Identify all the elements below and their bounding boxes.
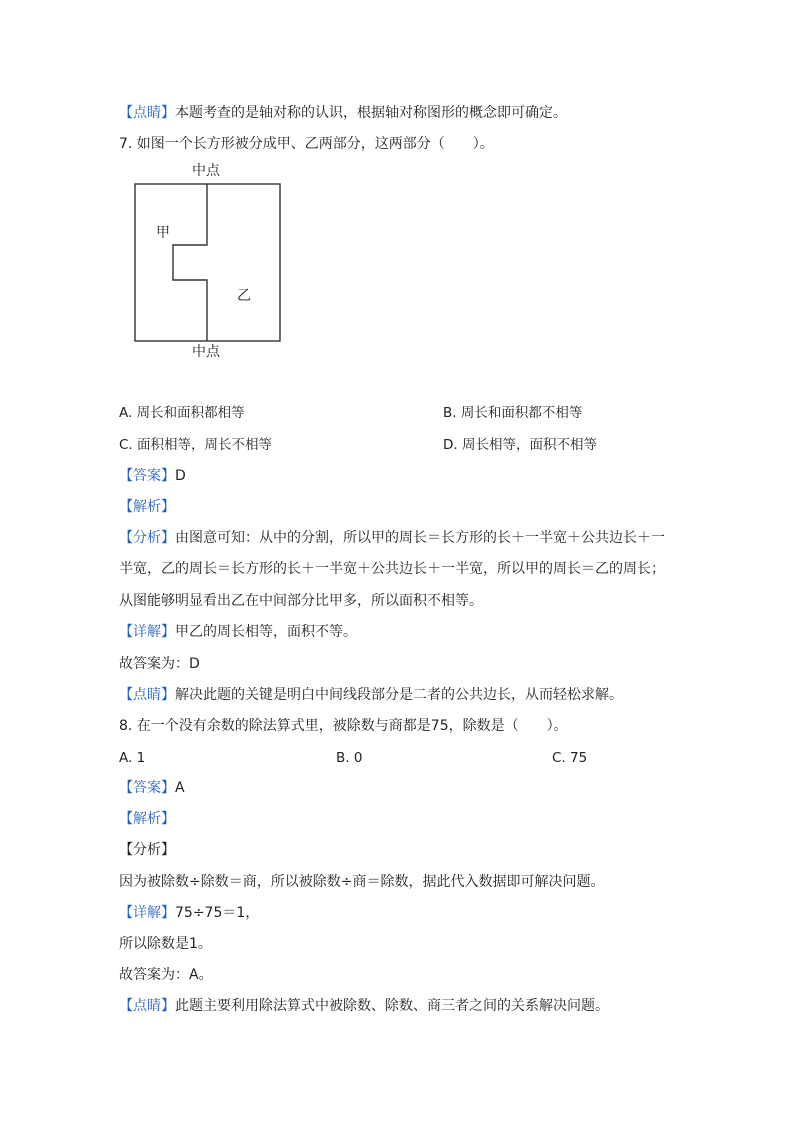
q7-option-d: D. 周长相等，面积不相等 bbox=[443, 437, 597, 453]
answer-text: D bbox=[175, 468, 186, 484]
note-tag: 【点睛】 bbox=[119, 687, 175, 703]
q7-option-a: A. 周长和面积都相等 bbox=[119, 405, 245, 421]
dividing-line bbox=[173, 184, 207, 341]
note-text: 本题考查的是轴对称的认识，根据轴对称图形的概念即可确定。 bbox=[175, 105, 567, 121]
note-text: 解决此题的关键是明白中间线段部分是二者的公共边长，从而轻松求解。 bbox=[175, 687, 623, 703]
answer-tag: 【答案】 bbox=[119, 468, 175, 484]
q8-stem: 8. 在一个没有余数的除法算式里，被除数与商都是75，除数是（ ）。 bbox=[119, 718, 568, 734]
detail-tag: 【详解】 bbox=[119, 905, 175, 921]
note-tag: 【点睛】 bbox=[119, 105, 175, 121]
note-text: 此题主要利用除法算式中被除数、除数、商三者之间的关系解决问题。 bbox=[175, 998, 609, 1014]
q8-fenxi-text: 因为被除数÷除数＝商，所以被除数÷商＝除数，据此代入数据即可解决问题。 bbox=[119, 874, 605, 890]
q7-answer bbox=[119, 466, 186, 486]
q8-analysis-tag: 【解析】 bbox=[119, 811, 175, 827]
q8-option-c: C. 75 bbox=[552, 750, 588, 766]
q8-note bbox=[119, 996, 609, 1016]
q7-option-c: C. 面积相等，周长不相等 bbox=[119, 437, 273, 453]
rectangle-diagram bbox=[130, 160, 290, 370]
detail-text: 甲乙的周长相等，面积不等。 bbox=[175, 624, 357, 640]
q6-note bbox=[119, 103, 567, 123]
q7-analysis-tag: 【解析】 bbox=[119, 499, 175, 515]
top-midpoint-label: 中点 bbox=[192, 163, 220, 179]
part-yi-label: 乙 bbox=[237, 288, 251, 304]
part-jia-label: 甲 bbox=[156, 225, 170, 241]
q8-detail2: 所以除数是1。 bbox=[119, 936, 212, 952]
q8-fenxi-tag: 【分析】 bbox=[119, 842, 175, 858]
q7-fenxi-line1 bbox=[119, 528, 665, 548]
q7-option-b: B. 周长和面积都不相等 bbox=[443, 405, 583, 421]
detail-text: 75÷75＝1， bbox=[175, 905, 260, 921]
q8-detail bbox=[119, 903, 259, 923]
q8-option-b: B. 0 bbox=[336, 750, 363, 766]
q7-detail bbox=[119, 622, 357, 642]
answer-text: A bbox=[175, 780, 185, 796]
answer-tag: 【答案】 bbox=[119, 780, 175, 796]
detail-tag: 【详解】 bbox=[119, 624, 175, 640]
bottom-midpoint-label: 中点 bbox=[192, 344, 220, 360]
q7-stem: 7. 如图一个长方形被分成甲、乙两部分，这两部分（ ）。 bbox=[119, 136, 494, 152]
q8-option-a: A. 1 bbox=[119, 750, 146, 766]
q7-fenxi-line2: 半宽，乙的周长＝长方形的长＋一半宽＋公共边长＋一半宽，所以甲的周长＝乙的周长； bbox=[119, 561, 665, 577]
q8-final: 故答案为：A。 bbox=[119, 967, 213, 983]
q7-figure bbox=[130, 160, 290, 370]
q7-note bbox=[119, 685, 623, 705]
fenxi-text: 由图意可知：从中的分割，所以甲的周长＝长方形的长＋一半宽＋公共边长＋一 bbox=[175, 530, 665, 546]
fenxi-tag: 【分析】 bbox=[119, 530, 175, 546]
q8-answer bbox=[119, 778, 185, 798]
q7-final: 故答案为：D bbox=[119, 656, 200, 672]
q7-fenxi-line3: 从图能够明显看出乙在中间部分比甲多，所以面积不相等。 bbox=[119, 593, 483, 609]
note-tag: 【点睛】 bbox=[119, 998, 175, 1014]
